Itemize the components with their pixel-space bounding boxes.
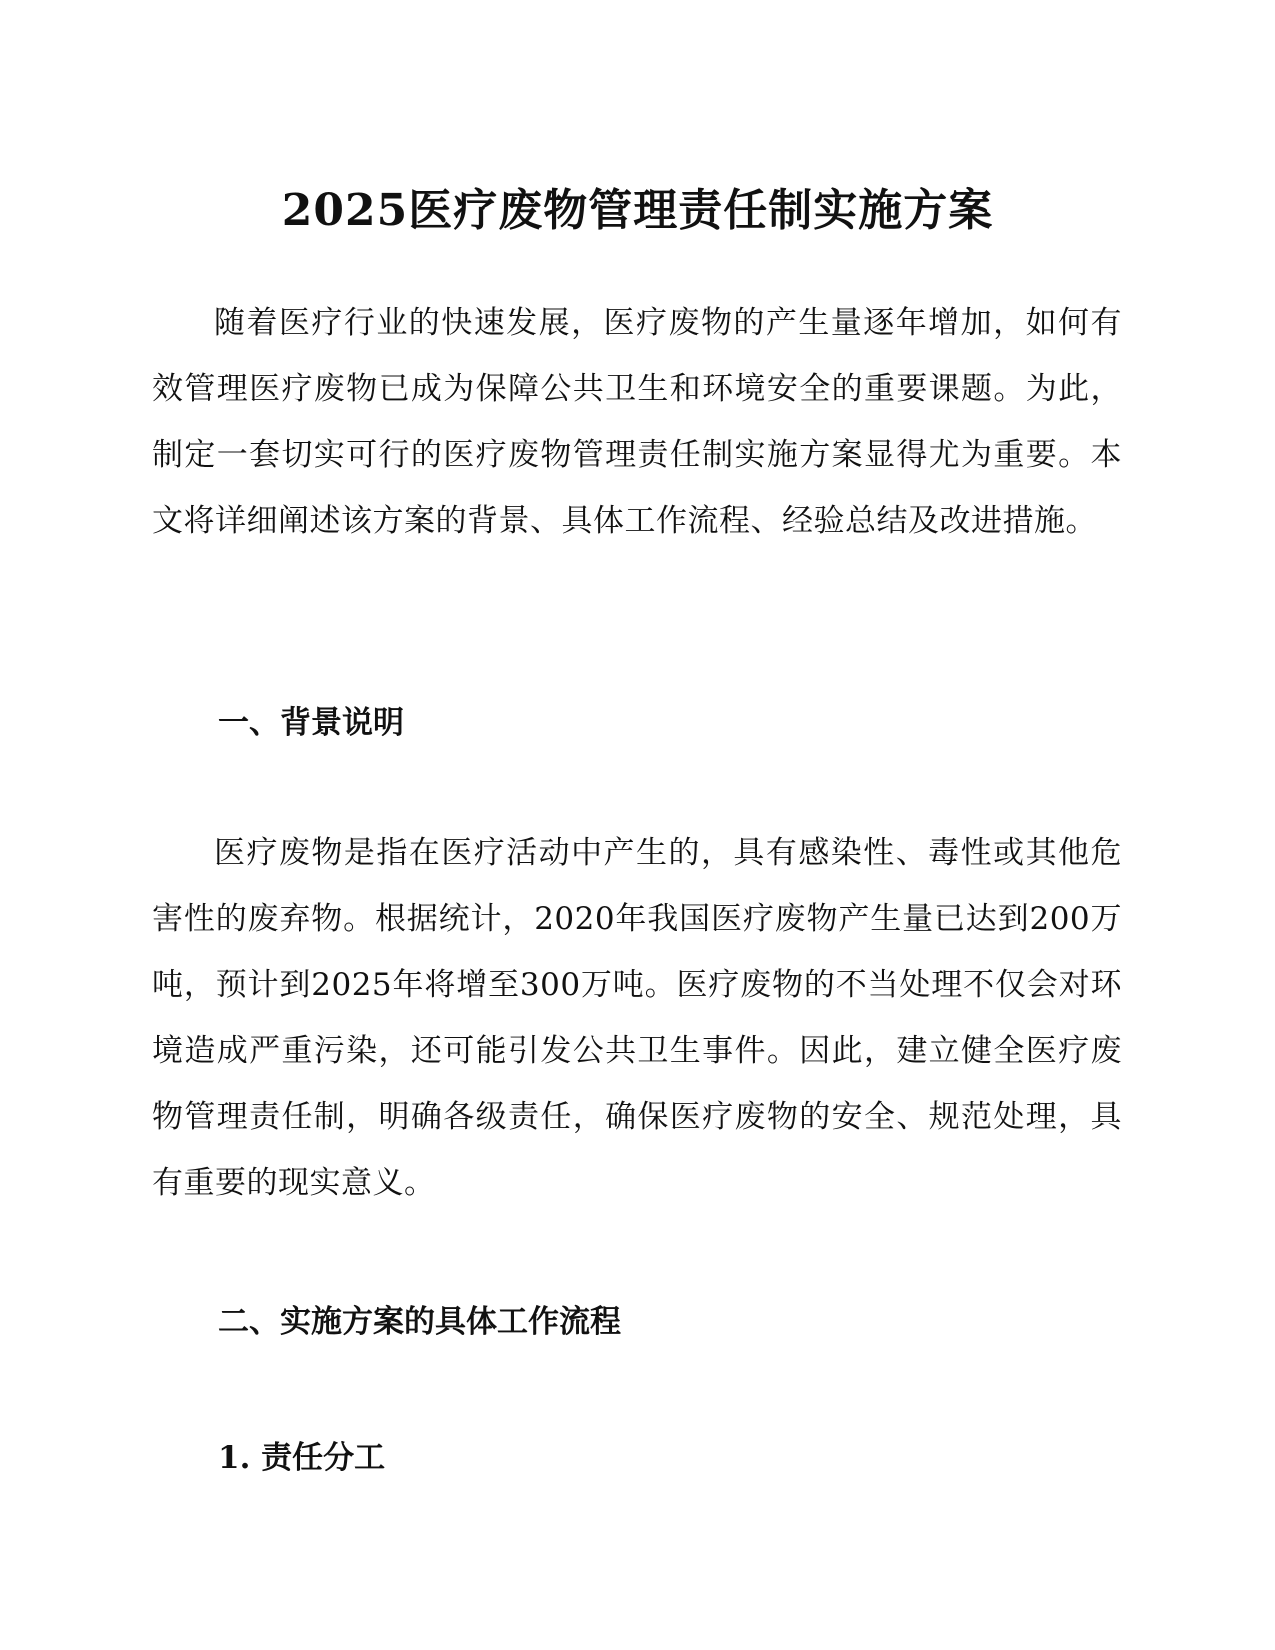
- subheading-responsibility-division: 1. 责任分工: [218, 1440, 386, 1476]
- background-paragraph: 医疗废物是指在医疗活动中产生的，具有感染性、毒性或其他危害性的废弃物。根据统计，2020年我国医疗废物产生量已达到200万吨，预计到2025年将增至300万吨。医疗废物的不当处理不仅会对环境造成严重污染，还可能引发公共卫生事件。因此，建立健全医疗废物管理责任制，明确各级责任，确保医疗废物的安全、规范处理，具有重要的现实意义。: [152, 835, 1122, 1201]
- intro-paragraph: 随着医疗行业的快速发展，医疗废物的产生量逐年增加，如何有效管理医疗废物已成为保障公共卫生和环境安全的重要课题。为此，制定一套切实可行的医疗废物管理责任制实施方案显得尤为重要。本文将详细阐述该方案的背景、具体工作流程、经验总结及改进措施。: [152, 305, 1122, 539]
- section-heading-background: 一、背景说明: [218, 705, 404, 741]
- document-title: 2025医疗废物管理责任制实施方案: [281, 185, 994, 237]
- section-heading-workflow: 二、实施方案的具体工作流程: [218, 1304, 621, 1340]
